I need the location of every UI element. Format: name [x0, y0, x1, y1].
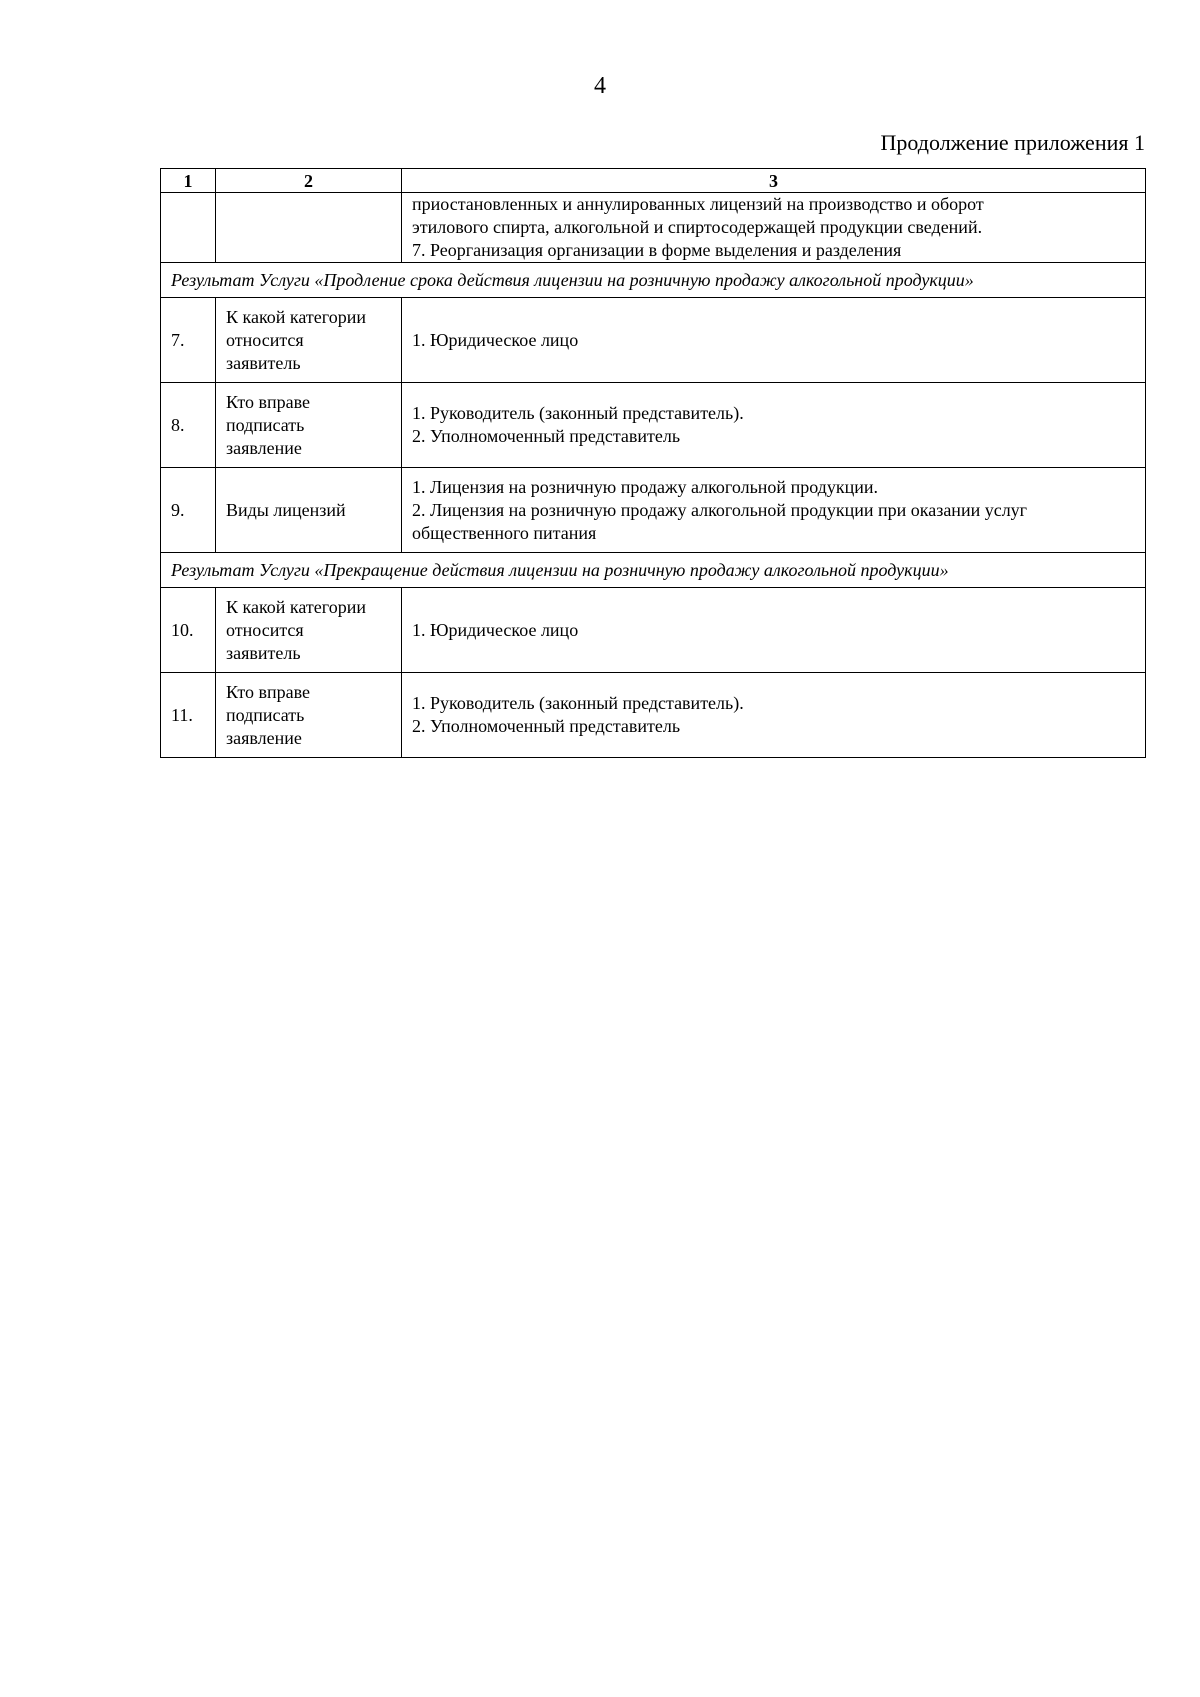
row-value	[402, 468, 1146, 553]
row-value	[402, 588, 1146, 673]
continuation-line: этилового спирта, алкогольной и спиртосодержащей продукции сведений.	[412, 217, 983, 237]
row-label-line: заявитель	[226, 352, 301, 373]
continuation-label: Продолжение приложения 1	[880, 130, 1145, 155]
row-value-line: 1. Юридическое лицо	[412, 329, 579, 350]
row-value-line: 1. Руководитель (законный представитель).	[412, 403, 744, 423]
row-value-line: 2. Уполномоченный представитель	[412, 426, 681, 446]
row-label	[216, 673, 402, 758]
page-number: 4	[594, 73, 606, 99]
row-value-line: 1. Руководитель (законный представитель).	[412, 693, 744, 713]
appendix-table	[160, 168, 1146, 758]
row-label-line: заявление	[226, 727, 302, 748]
column-header-2: 2	[216, 169, 402, 193]
row-label-line: Виды лицензий	[226, 499, 346, 520]
row-number: 8.	[161, 383, 216, 468]
row-label-line: заявитель	[226, 642, 301, 663]
continuation-label-cell	[216, 193, 402, 263]
section-header-row	[161, 553, 1146, 588]
row-number: 10.	[161, 588, 216, 673]
section-title: Результат Услуги «Продление срока действия лицензии на розничную продажу алкогольной продукции»	[161, 263, 1146, 298]
row-label-line: К какой категории	[226, 306, 366, 327]
continuation-num-cell	[161, 193, 216, 263]
continuation-value-cell	[402, 193, 1146, 263]
row-value	[402, 673, 1146, 758]
row-label	[216, 588, 402, 673]
row-label-line: К какой категории	[226, 596, 366, 617]
row-label-line: относится	[226, 329, 304, 350]
column-header-3: 3	[402, 169, 1146, 193]
row-label-line: Кто вправе	[226, 681, 310, 702]
row-value-line: 1. Лицензия на розничную продажу алкогольной продукции.	[412, 476, 878, 497]
table-header-row	[161, 169, 1146, 193]
table-row	[161, 298, 1146, 383]
table-row	[161, 468, 1146, 553]
column-header-1: 1	[161, 169, 216, 193]
section-title: Результат Услуги «Прекращение действия лицензии на розничную продажу алкогольной продукции»	[161, 553, 1146, 588]
row-value-line: общественного питания	[412, 522, 597, 543]
table-row	[161, 383, 1146, 468]
row-label-line: подписать	[226, 414, 305, 435]
row-number: 7.	[161, 298, 216, 383]
row-label-line: заявление	[226, 437, 302, 458]
continuation-line: приостановленных и аннулированных лицензий на производство и оборот	[412, 194, 984, 214]
row-label-line: относится	[226, 619, 304, 640]
row-value-line: 2. Уполномоченный представитель	[412, 716, 681, 736]
row-value-line: 2. Лицензия на розничную продажу алкогольной продукции при оказании услуг	[412, 499, 1028, 520]
row-label	[216, 468, 402, 553]
row-value-line: 1. Юридическое лицо	[412, 619, 579, 640]
row-label	[216, 383, 402, 468]
row-number: 9.	[161, 468, 216, 553]
row-label	[216, 298, 402, 383]
table-row	[161, 673, 1146, 758]
table-row	[161, 588, 1146, 673]
row-value	[402, 298, 1146, 383]
row-number: 11.	[161, 673, 216, 758]
continuation-line: 7. Реорганизация организации в форме выделения и разделения	[412, 240, 902, 260]
continuation-row	[161, 193, 1146, 263]
section-header-row	[161, 263, 1146, 298]
row-value	[402, 383, 1146, 468]
row-label-line: подписать	[226, 704, 305, 725]
row-label-line: Кто вправе	[226, 391, 310, 412]
